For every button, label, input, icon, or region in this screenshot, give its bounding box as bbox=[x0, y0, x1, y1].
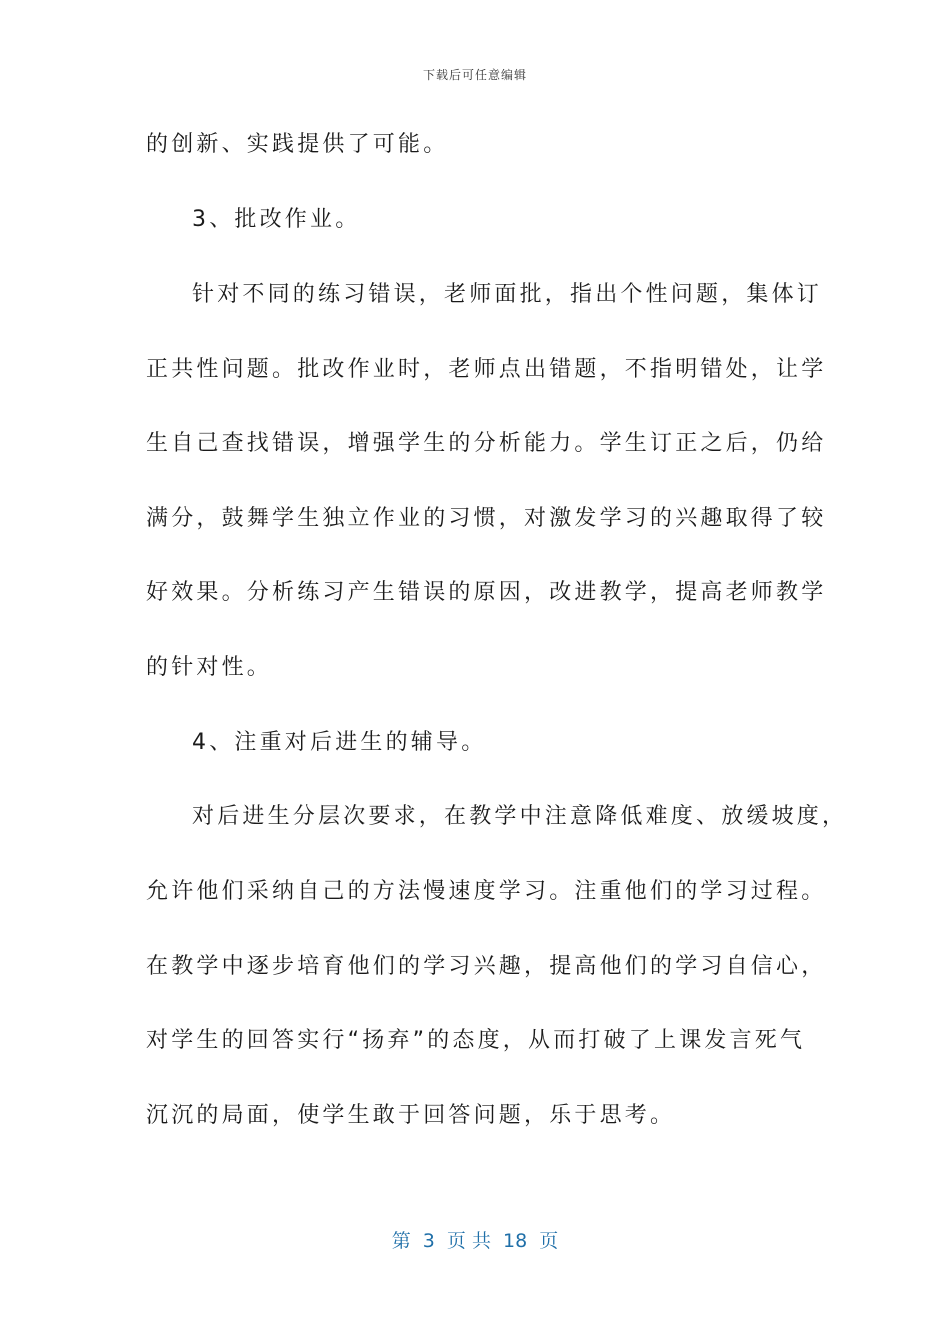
text-line: 生自己查找错误，增强学生的分析能力。学生订正之后，仍给 bbox=[146, 431, 827, 456]
text-line: 对学生的回答实行“扬弃”的态度，从而打破了上课发言死气 bbox=[146, 1028, 806, 1053]
page-number-footer: 第 3 页 共 18 页 bbox=[391, 1230, 559, 1252]
text-line: 正共性问题。批改作业时，老师点出错题，不指明错处，让学 bbox=[146, 357, 827, 382]
section-heading: 4、注重对后进生的辅导。 bbox=[192, 730, 487, 755]
text-line: 针对不同的练习错误，老师面批，指出个性问题，集体订 bbox=[192, 282, 823, 307]
text-line: 在教学中逐步培育他们的学习兴趣，提高他们的学习自信心， bbox=[146, 954, 827, 979]
section-heading: 3、批改作业。 bbox=[192, 207, 361, 232]
text-line: 的针对性。 bbox=[146, 655, 273, 680]
text-line: 对后进生分层次要求，在教学中注意降低难度、放缓坡度， bbox=[192, 804, 848, 829]
text-line: 好效果。分析练习产生错误的原因，改进教学，提高老师教学 bbox=[146, 580, 827, 605]
page-header: 下载后可任意编辑 bbox=[422, 68, 527, 82]
text-line: 沉沉的局面，使学生敢于回答问题，乐于思考。 bbox=[146, 1103, 676, 1128]
text-line: 允许他们采纳自己的方法慢速度学习。注重他们的学习过程。 bbox=[146, 879, 827, 904]
text-line: 的创新、实践提供了可能。 bbox=[146, 132, 449, 157]
text-line: 满分，鼓舞学生独立作业的习惯，对激发学习的兴趣取得了较 bbox=[146, 506, 827, 531]
